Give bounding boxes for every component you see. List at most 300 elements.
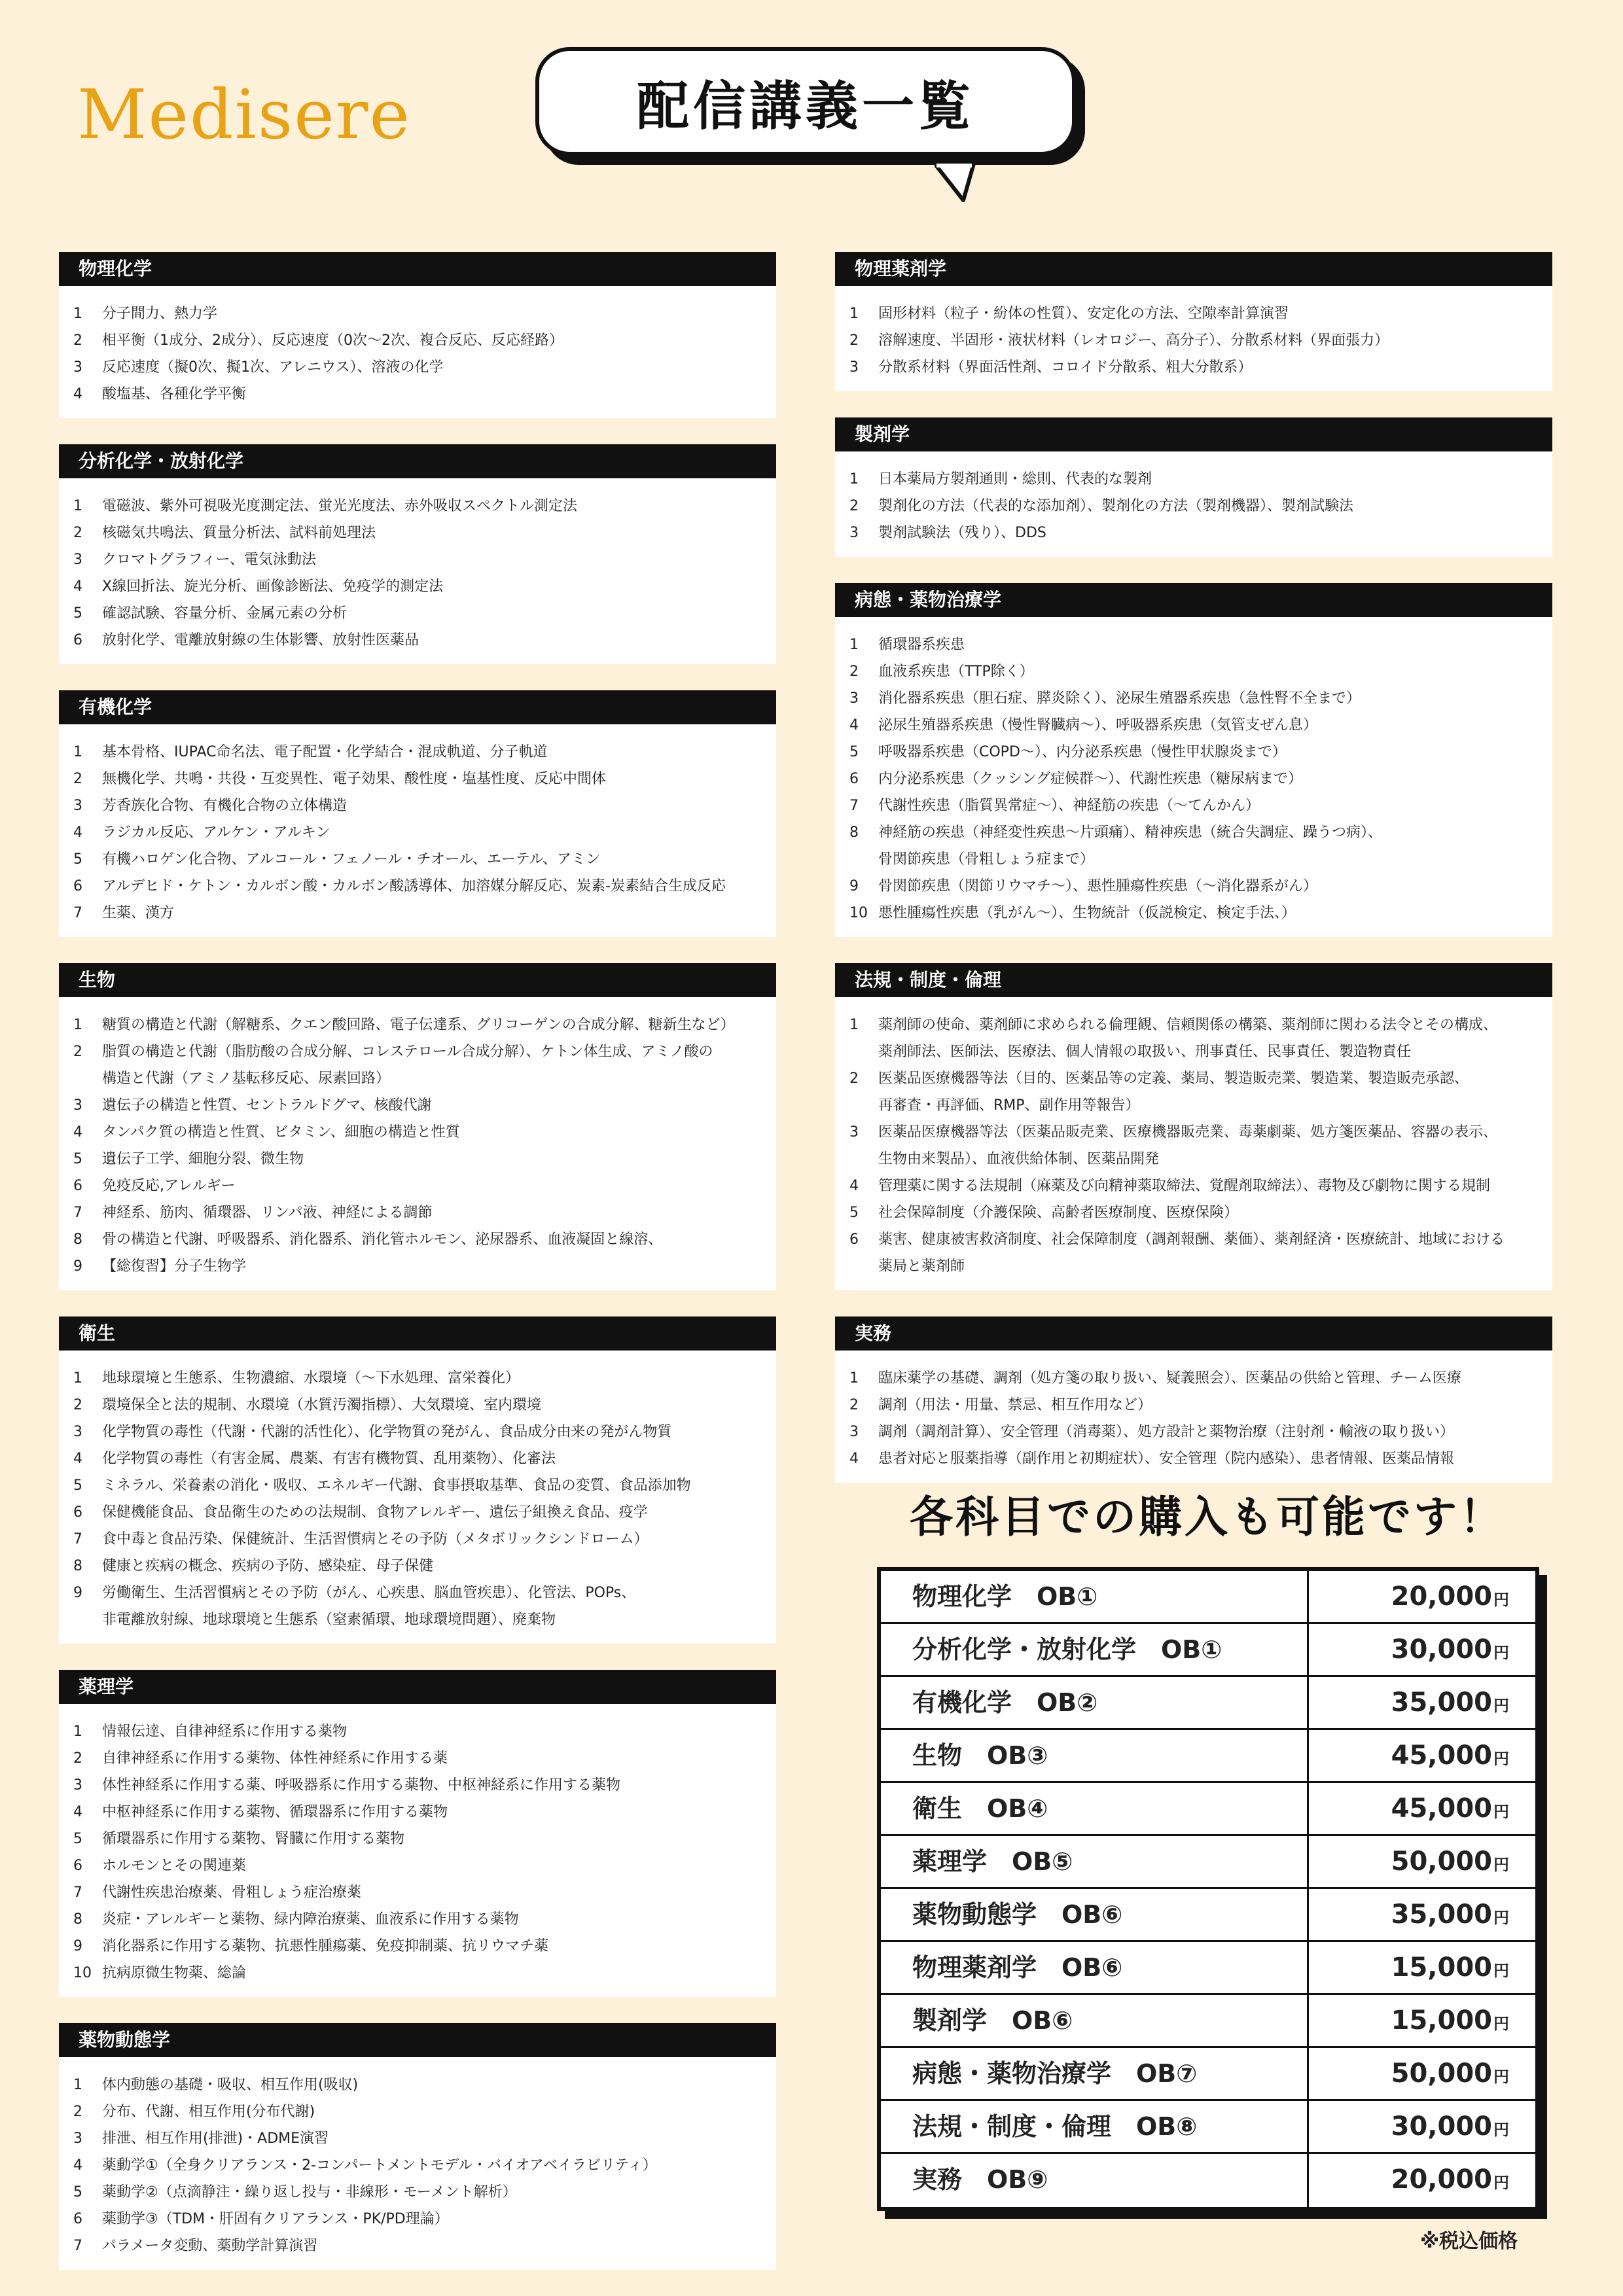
yen-unit: 円 bbox=[1493, 1591, 1509, 1609]
lecture-topic: 炎症・アレルギーと薬物、緑内障治療薬、血液系に作用する薬物 bbox=[102, 1911, 519, 1928]
lecture-item bbox=[73, 1933, 759, 1960]
price-amount: 20,000 bbox=[1391, 2164, 1492, 2195]
lecture-item bbox=[849, 1038, 1535, 1065]
lecture-number: 3 bbox=[849, 525, 859, 541]
lecture-topic: タンパク質の構造と性質、ビタミン、細胞の構造と性質 bbox=[102, 1124, 460, 1140]
price-course-name: 薬理学 OB⑤ bbox=[881, 1836, 1309, 1887]
lecture-item bbox=[73, 1392, 759, 1419]
lecture-number: 5 bbox=[73, 1831, 82, 1847]
section-body bbox=[59, 724, 776, 937]
lecture-topic: 酸塩基、各種化学平衡 bbox=[102, 386, 247, 402]
lecture-item bbox=[73, 1553, 759, 1580]
lecture-number: 2 bbox=[849, 663, 859, 680]
lecture-topic: 体性神経系に作用する薬、呼吸器系に作用する薬物、中枢神経系に作用する薬物 bbox=[102, 1777, 621, 1793]
price-value bbox=[1309, 2048, 1535, 2099]
yen-unit: 円 bbox=[1493, 1750, 1509, 1768]
price-value bbox=[1309, 1677, 1535, 1728]
price-row bbox=[881, 1942, 1535, 1995]
section-title: 衛生 bbox=[59, 1316, 776, 1351]
lecture-number: 3 bbox=[73, 798, 82, 814]
lecture-item bbox=[73, 493, 759, 520]
lecture-item bbox=[849, 300, 1535, 327]
lecture-item bbox=[849, 685, 1535, 712]
lecture-item bbox=[73, 1092, 759, 1119]
lecture-topic: 排泄、相互作用(排泄)・ADME演習 bbox=[102, 2130, 329, 2147]
lecture-item bbox=[73, 2125, 759, 2152]
lecture-topic: 薬動学②（点滴静注・繰り返し投与・非線形・モーメント解析） bbox=[102, 2184, 517, 2200]
lecture-item bbox=[849, 1365, 1535, 1392]
lecture-topic: 固形材料（粒子・紛体の性質）、安定化の方法、空隙率計算演習 bbox=[878, 306, 1289, 322]
lecture-topic: 中枢神経系に作用する薬物、循環器系に作用する薬物 bbox=[102, 1804, 448, 1820]
lecture-topic: 悪性腫瘍性疾患（乳がん〜）、生物統計（仮説検定、検定手法、） bbox=[878, 905, 1296, 921]
lecture-topic: 血液系疾患（TTP除く） bbox=[878, 663, 1034, 680]
lecture-item bbox=[73, 792, 759, 819]
lecture-item bbox=[73, 1365, 759, 1392]
lecture-number: 1 bbox=[73, 1723, 82, 1740]
lecture-number: 6 bbox=[73, 632, 82, 648]
yen-unit: 円 bbox=[1493, 2121, 1509, 2139]
lecture-topic: 骨の構造と代謝、呼吸器系、消化器系、消化管ホルモン、泌尿器系、血液凝固と線溶、 bbox=[102, 1231, 663, 1248]
lecture-item bbox=[849, 846, 1535, 873]
lecture-number: 8 bbox=[73, 1231, 82, 1248]
pricing-title: 各科目での購入も可能です！ bbox=[910, 1492, 1505, 1542]
bubble-tail-icon bbox=[935, 164, 987, 205]
lecture-number: 4 bbox=[849, 1178, 859, 1194]
course-section bbox=[835, 1316, 1552, 1483]
course-section bbox=[835, 963, 1552, 1290]
lecture-topic: 脂質の構造と代謝（脂肪酸の合成分解、コレステロール合成分解）、ケトン体生成、アミノ酸の bbox=[102, 1044, 713, 1060]
lecture-item bbox=[73, 1253, 759, 1280]
lecture-item bbox=[73, 1772, 759, 1799]
lecture-item bbox=[73, 381, 759, 408]
lecture-number: 5 bbox=[73, 851, 82, 868]
lecture-number: 1 bbox=[849, 1017, 859, 1033]
lecture-topic: 自律神経系に作用する薬物、体性神経系に作用する薬 bbox=[102, 1750, 448, 1767]
lecture-topic: 相平衡（1成分、2成分）、反応速度（0次〜2次、複合反応、反応経路） bbox=[102, 332, 563, 349]
lecture-number: 2 bbox=[73, 1044, 82, 1060]
lecture-number: 2 bbox=[73, 1397, 82, 1413]
section-title: 生物 bbox=[59, 963, 776, 997]
lecture-item bbox=[849, 873, 1535, 900]
lecture-item bbox=[73, 2206, 759, 2233]
lecture-item bbox=[849, 739, 1535, 766]
lecture-topic: 管理薬に関する法規制（麻薬及び向精神薬取締法、覚醒剤取締法）、毒物及び劇物に関する規制 bbox=[878, 1178, 1491, 1194]
lecture-topic: 分子間力、熱力学 bbox=[102, 306, 218, 322]
lecture-topic: 神経筋の疾患（神経変性疾患〜片頭痛）、精神疾患（統合失調症、躁うつ病）、 bbox=[878, 824, 1383, 841]
lecture-topic: 患者対応と服薬指導（副作用と初期症状）、安全管理（院内感染）、患者情報、医薬品情報 bbox=[878, 1451, 1455, 1467]
lecture-topic: 製剤化の方法（代表的な添加剤）、製剤化の方法（製剤機器）、製剤試験法 bbox=[878, 498, 1354, 514]
price-course-name: 物理薬剤学 OB⑥ bbox=[881, 1942, 1309, 1993]
lecture-topic: 体内動態の基礎・吸収、相互作用(吸収) bbox=[102, 2077, 359, 2093]
lecture-item bbox=[73, 546, 759, 573]
lecture-item bbox=[73, 600, 759, 627]
lecture-number: 8 bbox=[73, 1911, 82, 1928]
lecture-item bbox=[73, 900, 759, 927]
page-title: 配信講義一覧 bbox=[637, 75, 974, 137]
lecture-item bbox=[849, 1146, 1535, 1173]
lecture-topic: 社会保障制度（介護保険、高齢者医療制度、医療保険） bbox=[878, 1205, 1239, 1221]
price-course-name: 製剤学 OB⑥ bbox=[881, 1995, 1309, 2046]
lecture-number: 1 bbox=[73, 744, 82, 760]
price-row bbox=[881, 1836, 1535, 1889]
lecture-topic: 遺伝子工学、細胞分裂、微生物 bbox=[102, 1151, 304, 1167]
lecture-topic: 製剤試験法（残り）、DDS bbox=[878, 525, 1046, 541]
lecture-number bbox=[73, 1606, 102, 1633]
yen-unit: 円 bbox=[1493, 1803, 1509, 1821]
section-title: 物理化学 bbox=[59, 252, 776, 286]
section-body bbox=[59, 2057, 776, 2270]
lecture-number: 3 bbox=[73, 1097, 82, 1114]
lecture-topic: X線回折法、旋光分析、画像診断法、免疫学的測定法 bbox=[102, 578, 444, 595]
lecture-number: 6 bbox=[73, 2211, 82, 2227]
title-bubble bbox=[535, 47, 1090, 170]
lecture-number bbox=[73, 1065, 102, 1092]
lecture-topic: 糖質の構造と代謝（解糖系、クエン酸回路、電子伝達系、グリコーゲンの合成分解、糖新生など） bbox=[102, 1017, 735, 1033]
lecture-item bbox=[73, 627, 759, 654]
lecture-topic: 神経系、筋肉、循環器、リンパ液、神経による調節 bbox=[102, 1205, 433, 1221]
lecture-number: 4 bbox=[849, 717, 859, 733]
lecture-topic: 循環器系に作用する薬物、腎臓に作用する薬物 bbox=[102, 1831, 405, 1847]
yen-unit: 円 bbox=[1493, 2174, 1509, 2192]
lecture-item bbox=[849, 658, 1535, 685]
lecture-topic: 反応速度（擬0次、擬1次、アレニウス）、溶液の化学 bbox=[102, 359, 444, 376]
lecture-topic: 薬剤師法、医師法、医療法、個人情報の取扱い、刑事責任、民事責任、製造物責任 bbox=[878, 1044, 1412, 1060]
lecture-topic: 食中毒と食品汚染、保健統計、生活習慣病とその予防（メタボリックシンドローム） bbox=[102, 1531, 649, 1547]
lecture-item bbox=[73, 1445, 759, 1472]
lecture-number: 3 bbox=[849, 690, 859, 707]
lecture-topic: 消化器系疾患（胆石症、膵炎除く）、泌尿生殖器系疾患（急性腎不全まで） bbox=[878, 690, 1361, 707]
lecture-number: 2 bbox=[73, 332, 82, 349]
lecture-item bbox=[73, 1038, 759, 1065]
lecture-number: 5 bbox=[73, 605, 82, 622]
price-row bbox=[881, 1783, 1535, 1836]
lecture-topic: アルデヒド・ケトン・カルボン酸・カルボン酸誘導体、加溶媒分解反応、炭素-炭素結合生成反応 bbox=[102, 878, 726, 894]
lecture-number: 3 bbox=[73, 1777, 82, 1793]
price-course-name: 衛生 OB④ bbox=[881, 1783, 1309, 1834]
lecture-topic: ホルモンとその関連薬 bbox=[102, 1858, 247, 1874]
logo bbox=[77, 72, 412, 157]
course-section bbox=[835, 252, 1552, 391]
lecture-number: 2 bbox=[849, 332, 859, 349]
lecture-number: 2 bbox=[73, 1750, 82, 1767]
lecture-number: 2 bbox=[73, 2104, 82, 2120]
lecture-topic: 日本薬局方製剤通則・総則、代表的な製剤 bbox=[878, 471, 1152, 487]
lecture-number: 7 bbox=[73, 1205, 82, 1221]
lecture-topic: 溶解速度、半固形・液状材料（レオロジー、高分子）、分散系材料（界面張力） bbox=[878, 332, 1389, 349]
course-section bbox=[835, 417, 1552, 557]
lecture-number: 7 bbox=[73, 1884, 82, 1901]
price-row bbox=[881, 1889, 1535, 1942]
lecture-item bbox=[73, 1879, 759, 1906]
lecture-topic: 医薬品医療機器等法（医薬品販売業、医療機器販売業、毒薬劇薬、処方箋医薬品、容器の表示、 bbox=[878, 1124, 1498, 1140]
course-section bbox=[59, 2023, 776, 2270]
lecture-item bbox=[849, 900, 1535, 927]
price-amount: 35,000 bbox=[1391, 1687, 1492, 1718]
price-amount: 50,000 bbox=[1391, 2058, 1492, 2089]
lecture-number: 1 bbox=[73, 306, 82, 322]
lecture-item bbox=[849, 1445, 1535, 1472]
lecture-number bbox=[849, 1092, 878, 1119]
lecture-item bbox=[73, 1526, 759, 1553]
lecture-topic: 生薬、漢方 bbox=[102, 905, 175, 921]
lecture-item bbox=[73, 1606, 759, 1633]
lecture-number: 6 bbox=[849, 1231, 859, 1248]
course-section bbox=[59, 690, 776, 937]
lecture-topic: 基本骨格、IUPAC命名法、電子配置・化学結合・混成軌道、分子軌道 bbox=[102, 744, 548, 760]
lecture-item bbox=[73, 1472, 759, 1499]
lecture-item bbox=[73, 1580, 759, 1606]
lecture-number: 4 bbox=[73, 2157, 82, 2174]
lecture-topic: 薬害、健康被害救済制度、社会保障制度（調剤報酬、薬価）、薬剤経済・医療統計、地域における bbox=[878, 1231, 1505, 1248]
lecture-number: 3 bbox=[73, 359, 82, 376]
price-course-name: 法規・制度・倫理 OB⑧ bbox=[881, 2101, 1309, 2152]
lecture-number: 7 bbox=[73, 1531, 82, 1547]
lecture-number: 1 bbox=[73, 1017, 82, 1033]
right-column bbox=[835, 252, 1552, 1509]
lecture-topic: 有機ハロゲン化合物、アルコール・フェノール・チオール、エーテル、アミン bbox=[102, 851, 600, 868]
lecture-number: 1 bbox=[849, 471, 859, 487]
lecture-topic: 骨関節疾患（骨粗しょう症まで） bbox=[878, 851, 1095, 868]
lecture-item bbox=[73, 1173, 759, 1199]
lecture-topic: 情報伝達、自律神経系に作用する薬物 bbox=[102, 1723, 348, 1740]
section-body bbox=[59, 997, 776, 1290]
lecture-number: 3 bbox=[73, 1424, 82, 1440]
lecture-number: 3 bbox=[849, 359, 859, 376]
tax-note: ※税込価格 bbox=[1420, 2230, 1518, 2253]
price-value bbox=[1309, 1571, 1535, 1622]
lecture-number: 3 bbox=[73, 552, 82, 568]
price-value bbox=[1309, 1889, 1535, 1940]
lecture-topic: 内分泌系疾患（クッシング症候群〜）、代謝性疾患（糖尿病まで） bbox=[878, 771, 1303, 787]
lecture-topic: クロマトグラフィー、電気泳動法 bbox=[102, 552, 316, 568]
lecture-number: 9 bbox=[73, 1585, 82, 1601]
lecture-number: 9 bbox=[849, 878, 859, 894]
lecture-topic: 無機化学、共鳴・共役・互変異性、電子効果、酸性度・塩基性度、反応中間体 bbox=[102, 771, 607, 787]
lecture-topic: 環境保全と法的規制、水環境（水質汚濁指標）、大気環境、室内環境 bbox=[102, 1397, 542, 1413]
lecture-number: 2 bbox=[849, 1070, 859, 1087]
left-column bbox=[59, 252, 776, 2296]
lecture-number: 1 bbox=[849, 637, 859, 653]
lecture-item bbox=[849, 1065, 1535, 1092]
price-row bbox=[881, 2154, 1535, 2207]
lecture-number: 5 bbox=[849, 1205, 859, 1221]
lecture-number: 4 bbox=[73, 1124, 82, 1140]
lecture-item bbox=[73, 1852, 759, 1879]
lecture-topic: 遺伝子の構造と性質、セントラルドグマ、核酸代謝 bbox=[102, 1097, 432, 1114]
price-row bbox=[881, 1624, 1535, 1677]
lecture-item bbox=[849, 766, 1535, 792]
yen-unit: 円 bbox=[1493, 1909, 1509, 1927]
section-body bbox=[59, 286, 776, 418]
lecture-topic: 保健機能食品、食品衛生のための法規制、食物アレルギー、遺伝子組換え食品、疫学 bbox=[102, 1504, 648, 1521]
lecture-topic: 生物由来製品）、血液供給体制、医薬品開発 bbox=[878, 1151, 1160, 1167]
lecture-number: 4 bbox=[73, 386, 82, 402]
lecture-number: 6 bbox=[73, 878, 82, 894]
lecture-item bbox=[73, 1119, 759, 1146]
lecture-item bbox=[73, 2233, 759, 2259]
lecture-number bbox=[849, 1146, 878, 1173]
price-value bbox=[1309, 1730, 1535, 1781]
lecture-topic: 芳香族化合物、有機化合物の立体構造 bbox=[102, 798, 348, 814]
price-row bbox=[881, 2048, 1535, 2101]
lecture-item bbox=[73, 766, 759, 792]
price-amount: 30,000 bbox=[1391, 2111, 1492, 2142]
section-title: 分析化学・放射化学 bbox=[59, 444, 776, 478]
lecture-topic: 非電離放射線、地球環境と生態系（窒素循環、地球環境問題）、廃棄物 bbox=[102, 1612, 556, 1628]
lecture-item bbox=[73, 1906, 759, 1933]
lecture-number: 4 bbox=[73, 578, 82, 595]
section-title: 病態・薬物治療学 bbox=[835, 583, 1552, 617]
lecture-item bbox=[73, 1199, 759, 1226]
section-title: 薬物動態学 bbox=[59, 2023, 776, 2057]
lecture-topic: 放射化学、電離放射線の生体影響、放射性医薬品 bbox=[102, 632, 419, 648]
lecture-item bbox=[73, 300, 759, 327]
lecture-item bbox=[73, 1012, 759, 1038]
lecture-topic: 電磁波、紫外可視吸光度測定法、蛍光光度法、赤外吸収スペクトル測定法 bbox=[102, 498, 578, 514]
lecture-topic: 薬動学①（全身クリアランス・2-コンパートメントモデル・バイオアベイラビリティ） bbox=[102, 2157, 657, 2174]
lecture-item bbox=[73, 1065, 759, 1092]
price-value bbox=[1309, 1783, 1535, 1834]
price-value bbox=[1309, 2101, 1535, 2152]
price-amount: 45,000 bbox=[1391, 1793, 1492, 1824]
section-title: 製剤学 bbox=[835, 417, 1552, 451]
lecture-item bbox=[73, 1419, 759, 1445]
lecture-number: 5 bbox=[73, 1151, 82, 1167]
lecture-number: 4 bbox=[73, 1804, 82, 1820]
lecture-item bbox=[849, 1173, 1535, 1199]
lecture-number: 3 bbox=[73, 2130, 82, 2147]
lecture-topic: 核磁気共鳴法、質量分析法、試料前処理法 bbox=[102, 525, 376, 541]
lecture-topic: 分布、代謝、相互作用(分布代謝) bbox=[102, 2104, 315, 2120]
course-section bbox=[59, 252, 776, 418]
price-row bbox=[881, 2101, 1535, 2154]
lecture-topic: 化学物質の毒性（代謝・代謝的活性化）、化学物質の発がん、食品成分由来の発がん物質 bbox=[102, 1424, 672, 1440]
lecture-topic: 代謝性疾患治療薬、骨粗しょう症治療薬 bbox=[102, 1884, 362, 1901]
price-row bbox=[881, 1571, 1535, 1624]
lecture-item bbox=[849, 1392, 1535, 1419]
lecture-item bbox=[73, 1745, 759, 1772]
lecture-topic: 泌尿生殖器系疾患（慢性腎臓病〜）、呼吸器系疾患（気管支ぜん息） bbox=[878, 717, 1318, 733]
lecture-topic: 構造と代謝（アミノ基転移反応、尿素回路） bbox=[102, 1070, 391, 1087]
lecture-item bbox=[849, 631, 1535, 658]
lecture-topic: 調剤（調剤計算）、安全管理（消毒薬）、処方設計と薬物治療（注射剤・輸液の取り扱い） bbox=[878, 1424, 1455, 1440]
lecture-topic: 確認試験、容量分析、金属元素の分析 bbox=[102, 605, 348, 622]
lecture-item bbox=[849, 1092, 1535, 1119]
lecture-item bbox=[849, 1199, 1535, 1226]
lecture-number: 6 bbox=[73, 1858, 82, 1874]
lecture-topic: 分散系材料（界面活性剤、コロイド分散系、粗大分散系） bbox=[878, 359, 1253, 376]
price-value bbox=[1309, 1836, 1535, 1887]
lecture-item bbox=[73, 1226, 759, 1253]
lecture-topic: 循環器系疾患 bbox=[878, 637, 965, 653]
lecture-number: 7 bbox=[73, 905, 82, 921]
lecture-item bbox=[73, 327, 759, 354]
lecture-number: 4 bbox=[849, 1451, 859, 1467]
lecture-number: 9 bbox=[73, 1938, 82, 1954]
lecture-item bbox=[849, 792, 1535, 819]
price-amount: 50,000 bbox=[1391, 1846, 1492, 1877]
section-body bbox=[835, 997, 1552, 1290]
price-course-name: 病態・薬物治療学 OB⑦ bbox=[881, 2048, 1309, 2099]
lecture-number: 5 bbox=[849, 744, 859, 760]
lecture-topic: 薬局と薬剤師 bbox=[878, 1258, 965, 1275]
lecture-item bbox=[73, 1146, 759, 1173]
lecture-number: 4 bbox=[73, 824, 82, 841]
lecture-topic: 消化器系に作用する薬物、抗悪性腫瘍薬、免疫抑制薬、抗リウマチ薬 bbox=[102, 1938, 549, 1954]
course-section bbox=[59, 963, 776, 1290]
lecture-number: 3 bbox=[849, 1124, 859, 1140]
lecture-item bbox=[849, 466, 1535, 493]
lecture-item bbox=[73, 819, 759, 846]
price-value bbox=[1309, 1942, 1535, 1993]
lecture-item bbox=[849, 493, 1535, 520]
lecture-item bbox=[849, 712, 1535, 739]
section-title: 法規・制度・倫理 bbox=[835, 963, 1552, 997]
yen-unit: 円 bbox=[1493, 1856, 1509, 1874]
lecture-number: 1 bbox=[849, 306, 859, 322]
lecture-item bbox=[73, 1718, 759, 1745]
lecture-item bbox=[849, 354, 1535, 381]
lecture-item bbox=[849, 1226, 1535, 1253]
lecture-item bbox=[73, 873, 759, 900]
price-course-name: 物理化学 OB① bbox=[881, 1571, 1309, 1622]
section-title: 実務 bbox=[835, 1316, 1552, 1351]
lecture-topic: 健康と疾病の概念、疾病の予防、感染症、母子保健 bbox=[102, 1558, 434, 1574]
price-amount: 30,000 bbox=[1391, 1634, 1492, 1665]
lecture-topic: 抗病原微生物薬、総論 bbox=[102, 1965, 247, 1981]
lecture-item bbox=[73, 1826, 759, 1852]
yen-unit: 円 bbox=[1493, 1644, 1509, 1662]
lecture-number: 1 bbox=[73, 498, 82, 514]
price-course-name: 生物 OB③ bbox=[881, 1730, 1309, 1781]
course-section bbox=[59, 1316, 776, 1644]
price-amount: 15,000 bbox=[1391, 2005, 1492, 2036]
lecture-item bbox=[73, 2072, 759, 2098]
lecture-number: 5 bbox=[73, 2184, 82, 2200]
lecture-number: 6 bbox=[849, 771, 859, 787]
lecture-number: 1 bbox=[73, 1370, 82, 1386]
lecture-item bbox=[73, 739, 759, 766]
lecture-number: 2 bbox=[73, 771, 82, 787]
section-body bbox=[835, 1351, 1552, 1483]
lecture-topic: 薬動学③（TDM・肝固有クリアランス・PK/PD理論） bbox=[102, 2211, 449, 2227]
lecture-item bbox=[73, 573, 759, 600]
pricing-table bbox=[877, 1567, 1539, 2211]
section-body bbox=[835, 451, 1552, 557]
lecture-number: 6 bbox=[73, 1504, 82, 1521]
lecture-item bbox=[73, 1960, 759, 1987]
lecture-number: 10 bbox=[73, 1965, 92, 1981]
lecture-number: 2 bbox=[849, 1397, 859, 1413]
course-section bbox=[59, 1670, 776, 1997]
price-amount: 35,000 bbox=[1391, 1899, 1492, 1930]
price-amount: 20,000 bbox=[1391, 1581, 1492, 1612]
section-body bbox=[59, 478, 776, 664]
lecture-topic: 医薬品医療機器等法（目的、医薬品等の定義、薬局、製造販売業、製造業、製造販売承認、 bbox=[878, 1070, 1469, 1087]
lecture-number bbox=[849, 846, 878, 873]
section-title: 有機化学 bbox=[59, 690, 776, 724]
lecture-topic: 薬剤師の使命、薬剤師に求められる倫理観、信頼関係の構築、薬剤師に関わる法令とその構成、 bbox=[878, 1017, 1498, 1033]
section-body bbox=[59, 1704, 776, 1997]
lecture-item bbox=[849, 520, 1535, 546]
lecture-item bbox=[73, 354, 759, 381]
yen-unit: 円 bbox=[1493, 1962, 1509, 1980]
lecture-number bbox=[849, 1038, 878, 1065]
lecture-topic: ラジカル反応、アルケン・アルキン bbox=[102, 824, 330, 841]
price-value bbox=[1309, 1624, 1535, 1675]
yen-unit: 円 bbox=[1493, 1697, 1509, 1715]
lecture-item bbox=[849, 1012, 1535, 1038]
